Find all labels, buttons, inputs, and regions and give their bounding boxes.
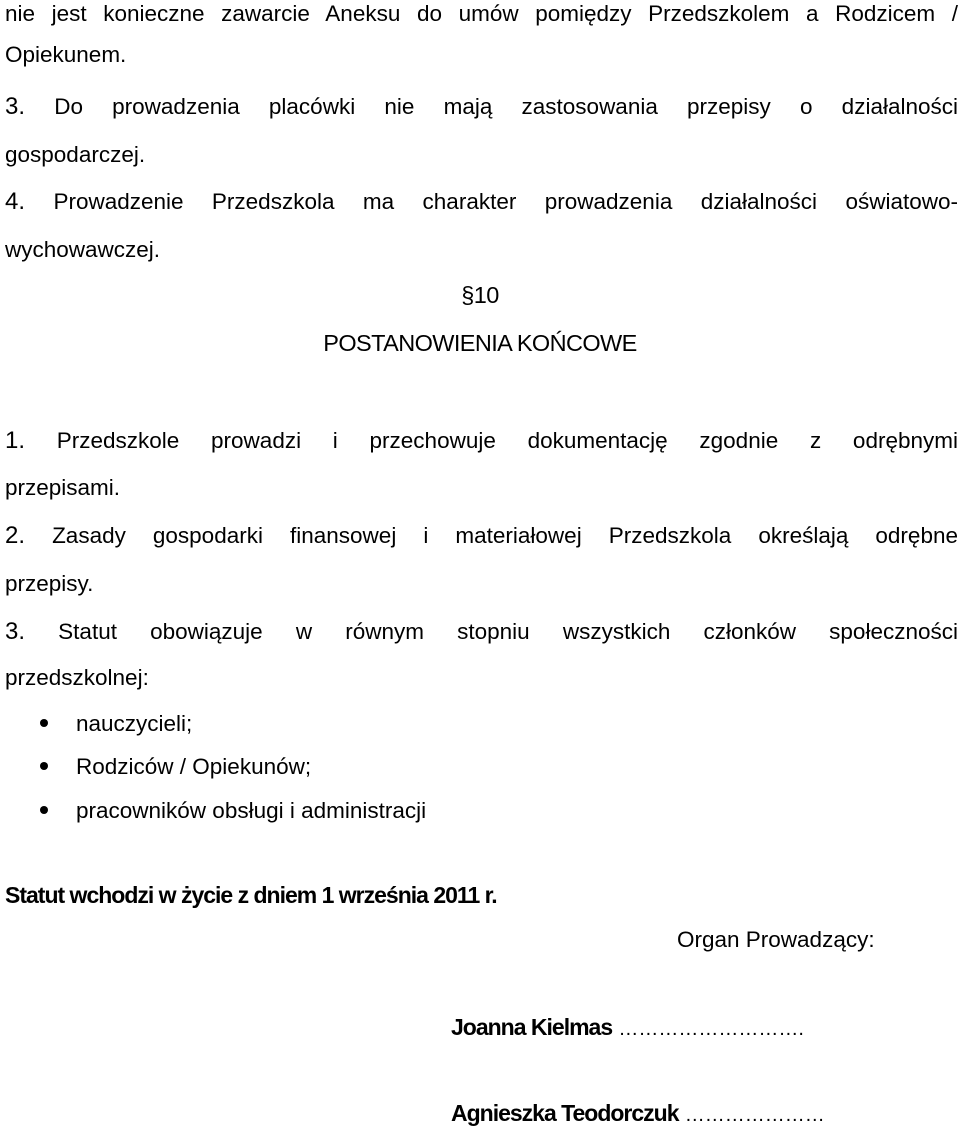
effective-date-statement: Statut wchodzi w życie z dniem 1 września 2011 r. [5,882,497,908]
paragraph-number: 2. [5,522,26,549]
paragraph-text: Statut obowiązuje w równym stopniu wszystkich członków społeczności [58,619,958,644]
numbered-paragraph-3 [5,93,958,121]
bullet-icon [40,762,48,770]
list-item [40,797,426,825]
section-title: POSTANOWIENIA KOŃCOWE [323,330,637,356]
paragraph-number: 1. [5,427,26,454]
signature-placeholder: ………………………. [618,1018,804,1040]
signatory-name: Joanna Kielmas [451,1014,613,1040]
paragraph-line: przepisami. [5,475,121,500]
paragraph-line: Opiekunem. [5,42,127,67]
paragraph-number: 3. [5,93,26,120]
signatory-line [451,1098,825,1130]
paragraph-number: 4. [5,188,26,215]
numbered-paragraph-1 [5,427,958,455]
bullet-icon [40,806,48,814]
paragraph-text: Prowadzenie Przedszkola ma charakter prowadzenia działalności oświatowo- [53,189,958,214]
paragraph-text: Przedszkole prowadzi i przechowuje dokumentację zgodnie z odrębnymi [56,428,958,453]
paragraph-text: Do prowadzenia placówki nie mają zastosowania przepisy o działalności [54,94,958,119]
paragraph-line: przepisy. [5,571,94,596]
bullet-icon [40,719,48,727]
list-item [40,710,192,738]
paragraph-line: wychowawczej. [5,237,161,262]
list-item-text: nauczycieli; [76,711,193,736]
numbered-paragraph-3-final [5,618,958,646]
paragraph-line: nie jest konieczne zawarcie Aneksu do umów pomiędzy Przedszkolem a Rodzicem / [5,1,958,26]
signatory-name: Agnieszka Teodorczuk [451,1100,679,1126]
section-number: §10 [461,282,499,308]
paragraph-number: 3. [5,618,26,645]
numbered-paragraph-4 [5,188,958,216]
numbered-paragraph-2 [5,522,958,550]
list-item-text: pracowników obsługi i administracji [76,798,427,823]
signatory-line [451,1012,804,1044]
list-item [40,753,311,781]
organ-label: Organ Prowadzący: [677,927,875,952]
signature-placeholder: ………………… [684,1104,825,1126]
paragraph-line: przedszkolnej: [5,665,149,690]
list-item-text: Rodziców / Opiekunów; [76,754,312,779]
paragraph-text: Zasady gospodarki finansowej i materiałowej Przedszkola określają odrębne [52,523,958,548]
paragraph-line: gospodarczej. [5,142,146,167]
